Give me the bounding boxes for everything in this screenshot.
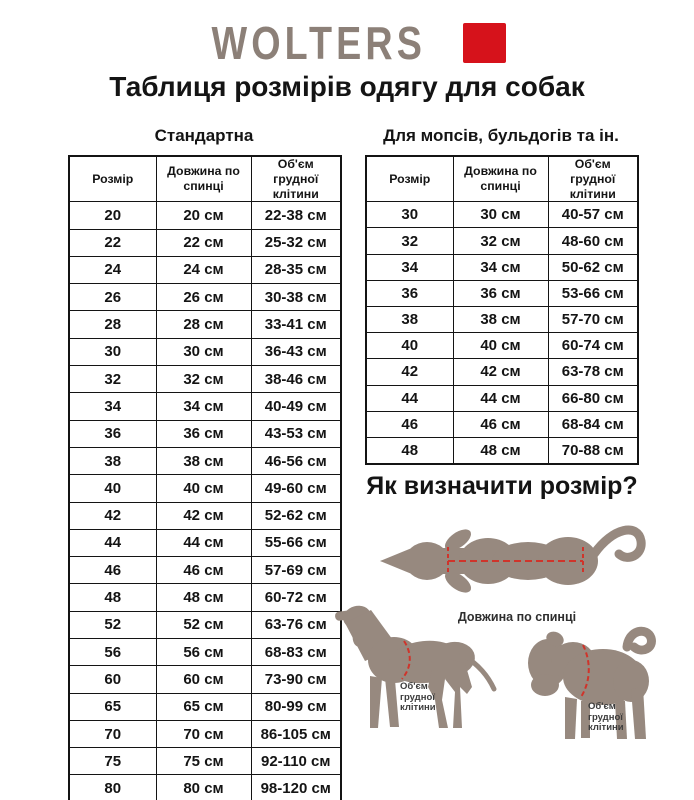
table-row: [366, 411, 638, 437]
table-row: [366, 333, 638, 359]
column-header-chest: Об'єм грудної клітини: [548, 156, 638, 202]
table-cell: 40: [69, 475, 156, 502]
table-cell: 48 см: [453, 437, 548, 463]
table-cell: 34: [69, 393, 156, 420]
table-row: [69, 666, 341, 693]
table-cell: 46: [69, 557, 156, 584]
table-cell: 52: [69, 611, 156, 638]
table-cell: 53-66 см: [548, 280, 638, 306]
table-cell: 24: [69, 256, 156, 283]
table-cell: 60: [69, 666, 156, 693]
table-cell: 34: [366, 254, 453, 280]
table-cell: 36: [69, 420, 156, 447]
table-row: [69, 693, 341, 720]
how-to-measure-title: Як визначити розмір?: [366, 472, 638, 500]
table-row: [69, 229, 341, 256]
table-row: [69, 557, 341, 584]
column-header-size: Розмір: [366, 156, 453, 202]
table-cell: 60 см: [156, 666, 251, 693]
table-cell: 38: [366, 307, 453, 333]
table-cell: 46: [366, 411, 453, 437]
table-cell: 46 см: [453, 411, 548, 437]
table-cell: 40: [366, 333, 453, 359]
table-cell: 26: [69, 284, 156, 311]
table-cell: 66-80 см: [548, 385, 638, 411]
table-cell: 40 см: [453, 333, 548, 359]
table-cell: 75 см: [156, 748, 251, 775]
table-cell: 34 см: [156, 393, 251, 420]
table-cell: 80-99 см: [251, 693, 341, 720]
table-cell: 28: [69, 311, 156, 338]
table-row: [69, 748, 341, 775]
table-cell: 68-83 см: [251, 639, 341, 666]
table-cell: 40-49 см: [251, 393, 341, 420]
table-cell: 44: [366, 385, 453, 411]
table-cell: 40-57 см: [548, 202, 638, 228]
table-row: [366, 254, 638, 280]
table-row: [366, 437, 638, 463]
table-cell: 46 см: [156, 557, 251, 584]
table-cell: 38 см: [453, 307, 548, 333]
table-row: [69, 393, 341, 420]
brand-logo: [0, 16, 694, 70]
table-cell: 70-88 см: [548, 437, 638, 463]
table-row: [366, 385, 638, 411]
table-cell: 30-38 см: [251, 284, 341, 311]
table-cell: 22-38 см: [251, 202, 341, 229]
table-row: [366, 359, 638, 385]
table-cell: 44 см: [453, 385, 548, 411]
table-row: [69, 775, 341, 800]
table-cell: 48 см: [156, 584, 251, 611]
chest-volume-label-right: Об'єм грудної клітини: [588, 701, 624, 734]
brand-red-square-icon: [463, 23, 506, 63]
table-cell: 56: [69, 639, 156, 666]
table-cell: 36 см: [453, 280, 548, 306]
table-cell: 92-110 см: [251, 748, 341, 775]
table-row: [69, 284, 341, 311]
table-header-row: [366, 156, 638, 202]
column-header-back-length: Довжина по спинці: [453, 156, 548, 202]
standard-table-title: Стандартна: [154, 126, 254, 145]
table-cell: 22 см: [156, 229, 251, 256]
table-cell: 33-41 см: [251, 311, 341, 338]
table-row: [69, 420, 341, 447]
table-cell: 30 см: [453, 202, 548, 228]
special-table-body: [366, 202, 638, 464]
table-cell: 75: [69, 748, 156, 775]
table-cell: 30: [366, 202, 453, 228]
table-cell: 42: [69, 502, 156, 529]
table-cell: 32 см: [453, 228, 548, 254]
table-cell: 25-32 см: [251, 229, 341, 256]
table-cell: 73-90 см: [251, 666, 341, 693]
table-cell: 30: [69, 338, 156, 365]
table-row: [366, 228, 638, 254]
table-row: [69, 256, 341, 283]
page-title: Таблиця розмірів одягу для собак: [109, 71, 585, 102]
table-cell: 36 см: [156, 420, 251, 447]
table-cell: 44 см: [156, 529, 251, 556]
table-cell: 36: [366, 280, 453, 306]
table-row: [69, 611, 341, 638]
table-cell: 38-46 см: [251, 366, 341, 393]
table-row: [69, 529, 341, 556]
table-cell: 22: [69, 229, 156, 256]
table-header-row: [69, 156, 341, 202]
table-cell: 48: [69, 584, 156, 611]
table-cell: 43-53 см: [251, 420, 341, 447]
back-length-label: Довжина по спинці: [457, 610, 577, 624]
brand-logo-text: WOLTERS: [211, 17, 426, 69]
table-cell: 65: [69, 693, 156, 720]
table-cell: 52 см: [156, 611, 251, 638]
special-size-table: [365, 155, 639, 465]
table-cell: 65 см: [156, 693, 251, 720]
table-cell: 48: [366, 437, 453, 463]
table-cell: 44: [69, 529, 156, 556]
table-cell: 52-62 см: [251, 502, 341, 529]
table-row: [69, 720, 341, 747]
chest-volume-label-left: Об'єм грудної клітини: [400, 681, 436, 714]
table-cell: 32: [366, 228, 453, 254]
table-cell: 32 см: [156, 366, 251, 393]
top-view-dog-illustration: [370, 514, 655, 609]
table-cell: 38 см: [156, 447, 251, 474]
table-cell: 60-72 см: [251, 584, 341, 611]
table-cell: 70: [69, 720, 156, 747]
table-row: [69, 475, 341, 502]
table-cell: 80: [69, 775, 156, 800]
table-cell: 32: [69, 366, 156, 393]
standard-table-section: [68, 126, 340, 800]
table-cell: 40 см: [156, 475, 251, 502]
table-row: [69, 311, 341, 338]
table-cell: 30 см: [156, 338, 251, 365]
table-cell: 36-43 см: [251, 338, 341, 365]
table-cell: 38: [69, 447, 156, 474]
table-cell: 63-76 см: [251, 611, 341, 638]
standard-table-body: [69, 202, 341, 800]
table-cell: 70 см: [156, 720, 251, 747]
table-cell: 50-62 см: [548, 254, 638, 280]
table-row: [69, 502, 341, 529]
top-view-dog-silhouette: [380, 525, 641, 596]
table-cell: 57-69 см: [251, 557, 341, 584]
table-cell: 98-120 см: [251, 775, 341, 800]
table-cell: 48-60 см: [548, 228, 638, 254]
table-cell: 20: [69, 202, 156, 229]
table-cell: 42 см: [156, 502, 251, 529]
table-row: [69, 584, 341, 611]
table-row: [366, 307, 638, 333]
table-cell: 60-74 см: [548, 333, 638, 359]
table-cell: 63-78 см: [548, 359, 638, 385]
table-cell: 28-35 см: [251, 256, 341, 283]
table-cell: 42 см: [453, 359, 548, 385]
table-row: [69, 338, 341, 365]
standard-size-table: [68, 155, 342, 800]
table-row: [69, 366, 341, 393]
table-cell: 42: [366, 359, 453, 385]
table-cell: 20 см: [156, 202, 251, 229]
table-cell: 34 см: [453, 254, 548, 280]
table-cell: 86-105 см: [251, 720, 341, 747]
table-cell: 55-66 см: [251, 529, 341, 556]
table-cell: 46-56 см: [251, 447, 341, 474]
table-row: [366, 202, 638, 228]
table-cell: 28 см: [156, 311, 251, 338]
table-cell: 57-70 см: [548, 307, 638, 333]
table-row: [69, 447, 341, 474]
table-cell: 24 см: [156, 256, 251, 283]
column-header-chest: Об'єм грудної клітини: [251, 156, 341, 202]
table-cell: 80 см: [156, 775, 251, 800]
column-header-size: Розмір: [69, 156, 156, 202]
special-table-section: [365, 126, 637, 465]
table-cell: 56 см: [156, 639, 251, 666]
table-cell: 68-84 см: [548, 411, 638, 437]
special-table-title: Для мопсів, бульдогів та ін.: [383, 126, 619, 145]
table-row: [69, 202, 341, 229]
column-header-back-length: Довжина по спинці: [156, 156, 251, 202]
table-row: [366, 280, 638, 306]
table-cell: 26 см: [156, 284, 251, 311]
table-cell: 49-60 см: [251, 475, 341, 502]
table-row: [69, 639, 341, 666]
